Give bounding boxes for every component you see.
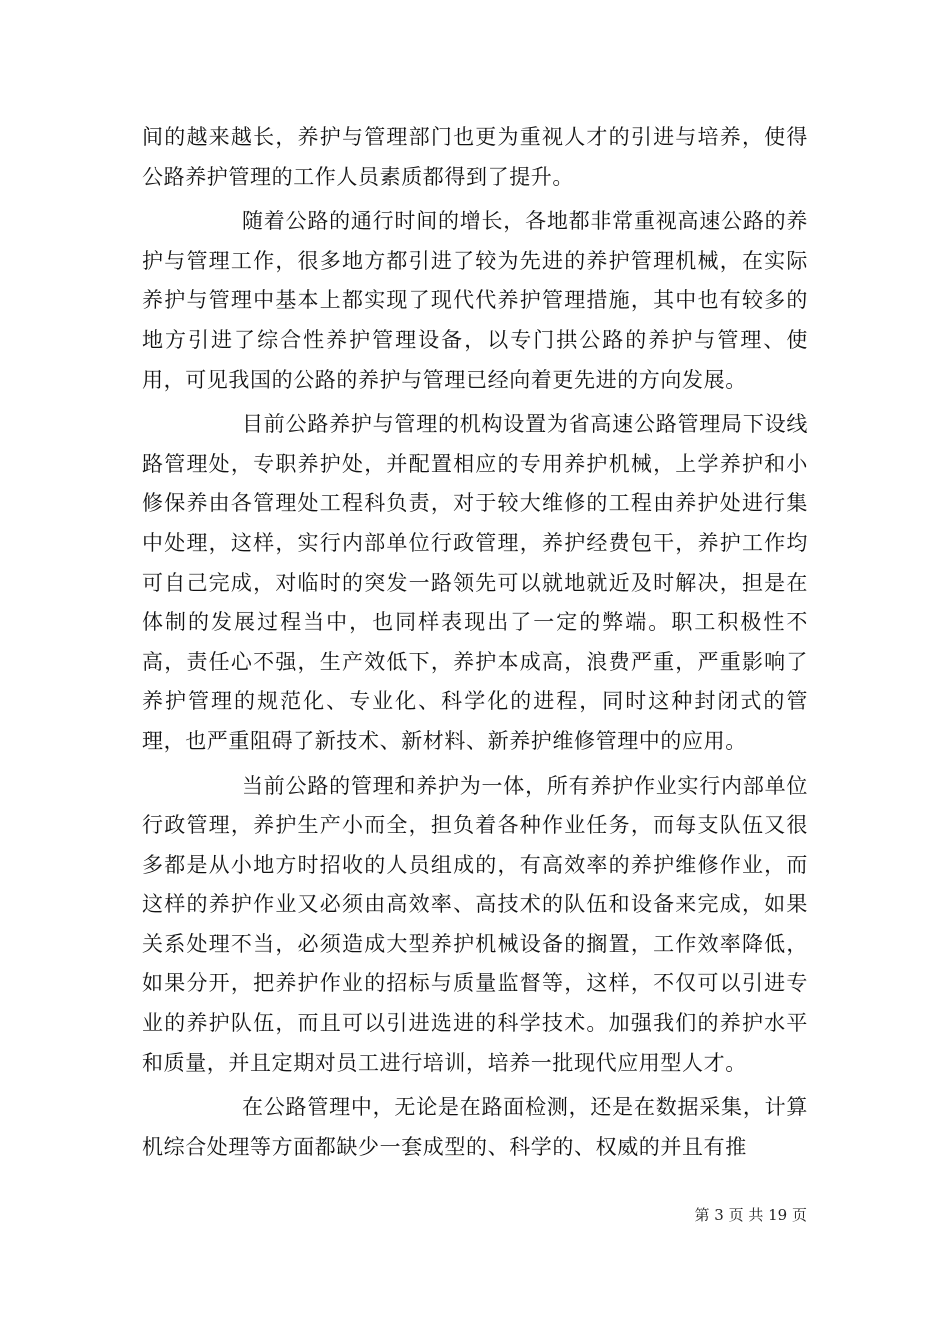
paragraph-maintenance-development: 随着公路的通行时间的增长，各地都非常重视高速公路的养护与管理工作，很多地方都引进了较为先进的养护管理机械，在实际养护与管理中基本上都实现了现代代养护管理措施，其中也有较多的地方引进了综合性养护管理设备，以专门拱公路的养护与管理、使用，可见我国的公路的养护与管理已经向着更先进的方向发展。 — [142, 209, 808, 392]
paragraph-institution-setup: 目前公路养护与管理的机构设置为省高速公路管理局下设线路管理处，专职养护处，并配置相应的专用养护机械，上学养护和小修保养由各管理处工程科负责，对于较大维修的工程由养护处进行集中处理，这样，实行内部单位行政管理，养护经费包干，养护工作均可自己完成，对临时的突发一路领先可以就地就近及时解决，担是在体制的发展过程当中，也同样表现出了一定的弊端。职工积极性不高，责任心不强，生产效低下，养护本成高，浪费严重，严重影响了养护管理的规范化、专业化、科学化的进程，同时这种封闭式的管理，也严重阻碍了新技术、新材料、新养护维修管理中的应用。 — [142, 412, 808, 753]
paragraph-continuation: 间的越来越长，养护与管理部门也更为重视人才的引进与培养，使得公路养护管理的工作人员素质都得到了提升。 — [142, 125, 808, 189]
paragraph-management-integration: 当前公路的管理和养护为一体，所有养护作业实行内部单位行政管理，养护生产小而全，担负着各种作业任务，而每支队伍又很多都是从小地方时招收的人员组成的，有高效率的养护维修作业，而这样的养护作业又必须由高效率、高技术的队伍和设备来完成，如果关系处理不当，必须造成大型养护机械设备的搁置，工作效率降低，如果分开，把养护作业的招标与质量监督等，这样，不仅可以引进专业的养护队伍，而且可以引进选进的科学技术。加强我们的养护水平和质量，并且定期对员工进行培训，培养一批现代应用型人才。 — [142, 773, 808, 1075]
paragraph-road-management: 在公路管理中，无论是在路面检测，还是在数据采集，计算机综合处理等方面都缺少一套成型的、科学的、权威的并且有推 — [142, 1095, 808, 1159]
page-number-footer: 第 3 页 共 19 页 — [694, 1206, 807, 1224]
body-text — [142, 118, 808, 1172]
